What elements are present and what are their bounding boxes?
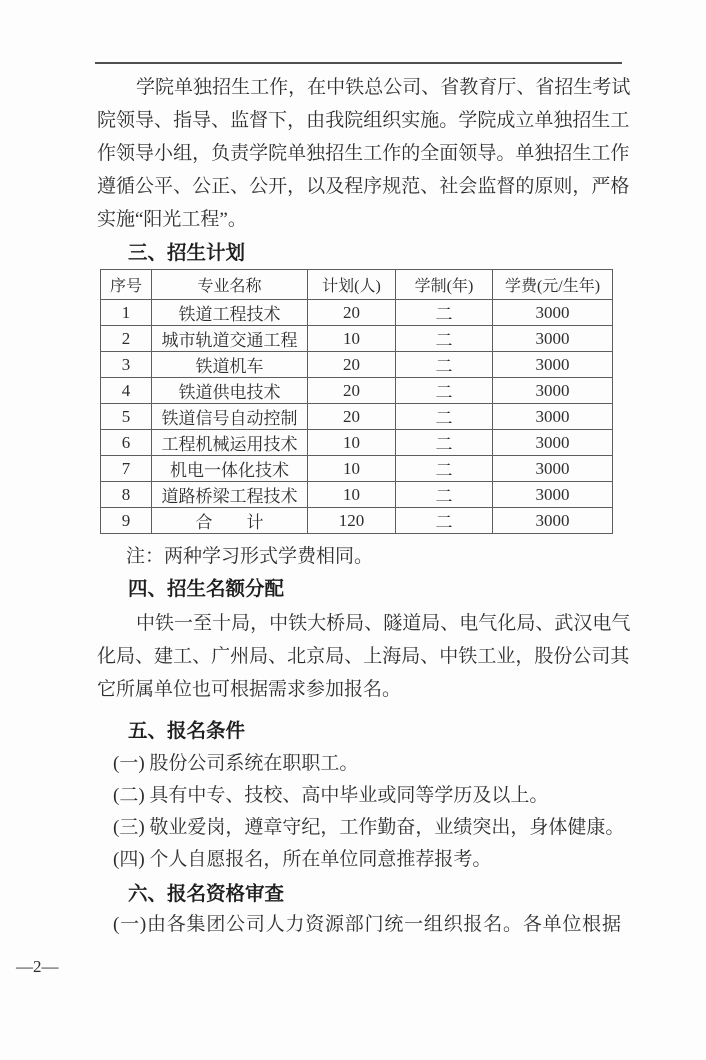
quota-paragraph	[97, 607, 631, 706]
page-content	[97, 71, 631, 941]
paragraph-line: 中 铁 一 至 十 局 ， 中 铁 大 桥 局 、 隧 道 局 、 电 气 化 局 、 武 汉 电 气	[136, 613, 631, 634]
document-page	[0, 62, 706, 1060]
paragraph-line: 它所属单位也可根据需求参加报名。	[97, 679, 402, 700]
list-item: (四) 个人自愿报名，所在单位同意推荐报考。	[113, 849, 492, 870]
section-heading-qualification-review: 六、报名资格审查	[128, 883, 285, 905]
table-cell: 二	[396, 378, 493, 404]
table-cell: 铁道工程技术	[152, 300, 308, 326]
enrollment-plan-table	[100, 269, 613, 534]
header-rule	[95, 62, 622, 64]
table-cell: 铁道机车	[152, 352, 308, 378]
table-cell: 20	[308, 300, 396, 326]
section-heading-enrollment-plan: 三、招生计划	[128, 242, 246, 264]
table-row	[101, 300, 613, 326]
intro-line: 院 领 导 、 指 导 、 监 督 下 ， 由 我 院 组 织 实 施 。 学 院 成 立 单 独 招 生 工	[97, 110, 630, 131]
paragraph-line: 化 局 、 建 工 、 广 州 局 、 北 京 局 、 上 海 局 、 中 铁 工 业 ， 股 份 公 司 其	[97, 646, 630, 667]
intro-line: 学 院 单 独 招 生 工 作 ， 在 中 铁 总 公 司 、 省 教 育 厅 、 省 招 生 考 试	[136, 77, 631, 98]
table-cell: 铁道信号自动控制	[152, 404, 308, 430]
table-cell: 20	[308, 378, 396, 404]
table-cell: 工程机械运用技术	[152, 430, 308, 456]
table-cell: 10	[308, 456, 396, 482]
list-item: (一) 股份公司系统在职职工。	[113, 753, 359, 774]
table-cell: 10	[308, 482, 396, 508]
table-header-cell: 专业名称	[152, 270, 308, 300]
table-cell: 5	[101, 404, 152, 430]
intro-line: 作 领 导 小 组 ， 负 责 学 院 单 独 招 生 工 作 的 全 面 领 导 。 单 独 招 生 工 作	[97, 143, 630, 164]
conditions-list	[97, 748, 625, 876]
table-cell: 3000	[493, 378, 613, 404]
table-cell: 10	[308, 430, 396, 456]
table-row	[101, 378, 613, 404]
table-cell: 3	[101, 352, 152, 378]
table-cell: 4	[101, 378, 152, 404]
table-cell: 二	[396, 482, 493, 508]
table-cell: 城市轨道交通工程	[152, 326, 308, 352]
section-heading-quota-allocation: 四、招生名额分配	[128, 578, 285, 600]
table-cell: 20	[308, 404, 396, 430]
table-cell: 二	[396, 352, 493, 378]
section-heading-application-conditions: 五、报名条件	[128, 720, 246, 742]
table-header-cell: 计划(人)	[308, 270, 396, 300]
table-cell: 机电一体化技术	[152, 456, 308, 482]
table-cell: 2	[101, 326, 152, 352]
table-cell: 二	[396, 430, 493, 456]
table-cell: 道路桥梁工程技术	[152, 482, 308, 508]
table-cell: 6	[101, 430, 152, 456]
table-cell: 二	[396, 404, 493, 430]
table-cell: 3000	[493, 352, 613, 378]
table-row	[101, 326, 613, 352]
table-cell: 7	[101, 456, 152, 482]
table-note: 注：两种学习形式学费相同。	[126, 546, 374, 567]
table-header-cell: 序号	[101, 270, 152, 300]
table-row	[101, 456, 613, 482]
table-cell: 二	[396, 456, 493, 482]
table-cell: 合 计	[152, 508, 308, 534]
table-cell: 1	[101, 300, 152, 326]
table-cell: 二	[396, 326, 493, 352]
table-row	[101, 404, 613, 430]
paragraph-line: ( 一 ) 由 各 集 团 公 司 人 力 资 源 部 门 统 一 组 织 报 名 。 各 单 位 根 据	[113, 914, 621, 935]
table-cell: 120	[308, 508, 396, 534]
intro-line: 实施“阳光工程”。	[97, 209, 247, 230]
list-item: (三) 敬业爱岗，遵章守纪，工作勤奋，业绩突出，身体健康。	[113, 817, 625, 838]
list-item: (二) 具有中专、技校、高中毕业或同等学历及以上。	[113, 785, 549, 806]
intro-paragraph	[97, 71, 631, 236]
table-row	[101, 508, 613, 534]
intro-line: 遵 循 公 平 、 公 正 、 公 开 ， 以 及 程 序 规 范 、 社 会 监 督 的 原 则 ， 严 格	[97, 176, 630, 197]
table-cell: 10	[308, 326, 396, 352]
table-cell: 8	[101, 482, 152, 508]
table-cell: 二	[396, 300, 493, 326]
table-cell: 20	[308, 352, 396, 378]
table-cell: 3000	[493, 482, 613, 508]
table-cell: 3000	[493, 430, 613, 456]
table-cell: 3000	[493, 456, 613, 482]
table-row	[101, 352, 613, 378]
table-row	[101, 482, 613, 508]
table-cell: 3000	[493, 326, 613, 352]
table-header-cell: 学制(年)	[396, 270, 493, 300]
table-cell: 3000	[493, 508, 613, 534]
table-row	[101, 430, 613, 456]
table-cell: 3000	[493, 404, 613, 430]
page-number: —2—	[16, 957, 59, 976]
table-cell: 铁道供电技术	[152, 378, 308, 404]
table-cell: 9	[101, 508, 152, 534]
table-header-row	[101, 270, 613, 300]
table-cell: 二	[396, 508, 493, 534]
table-header-cell: 学费(元/生年)	[493, 270, 613, 300]
table-cell: 3000	[493, 300, 613, 326]
